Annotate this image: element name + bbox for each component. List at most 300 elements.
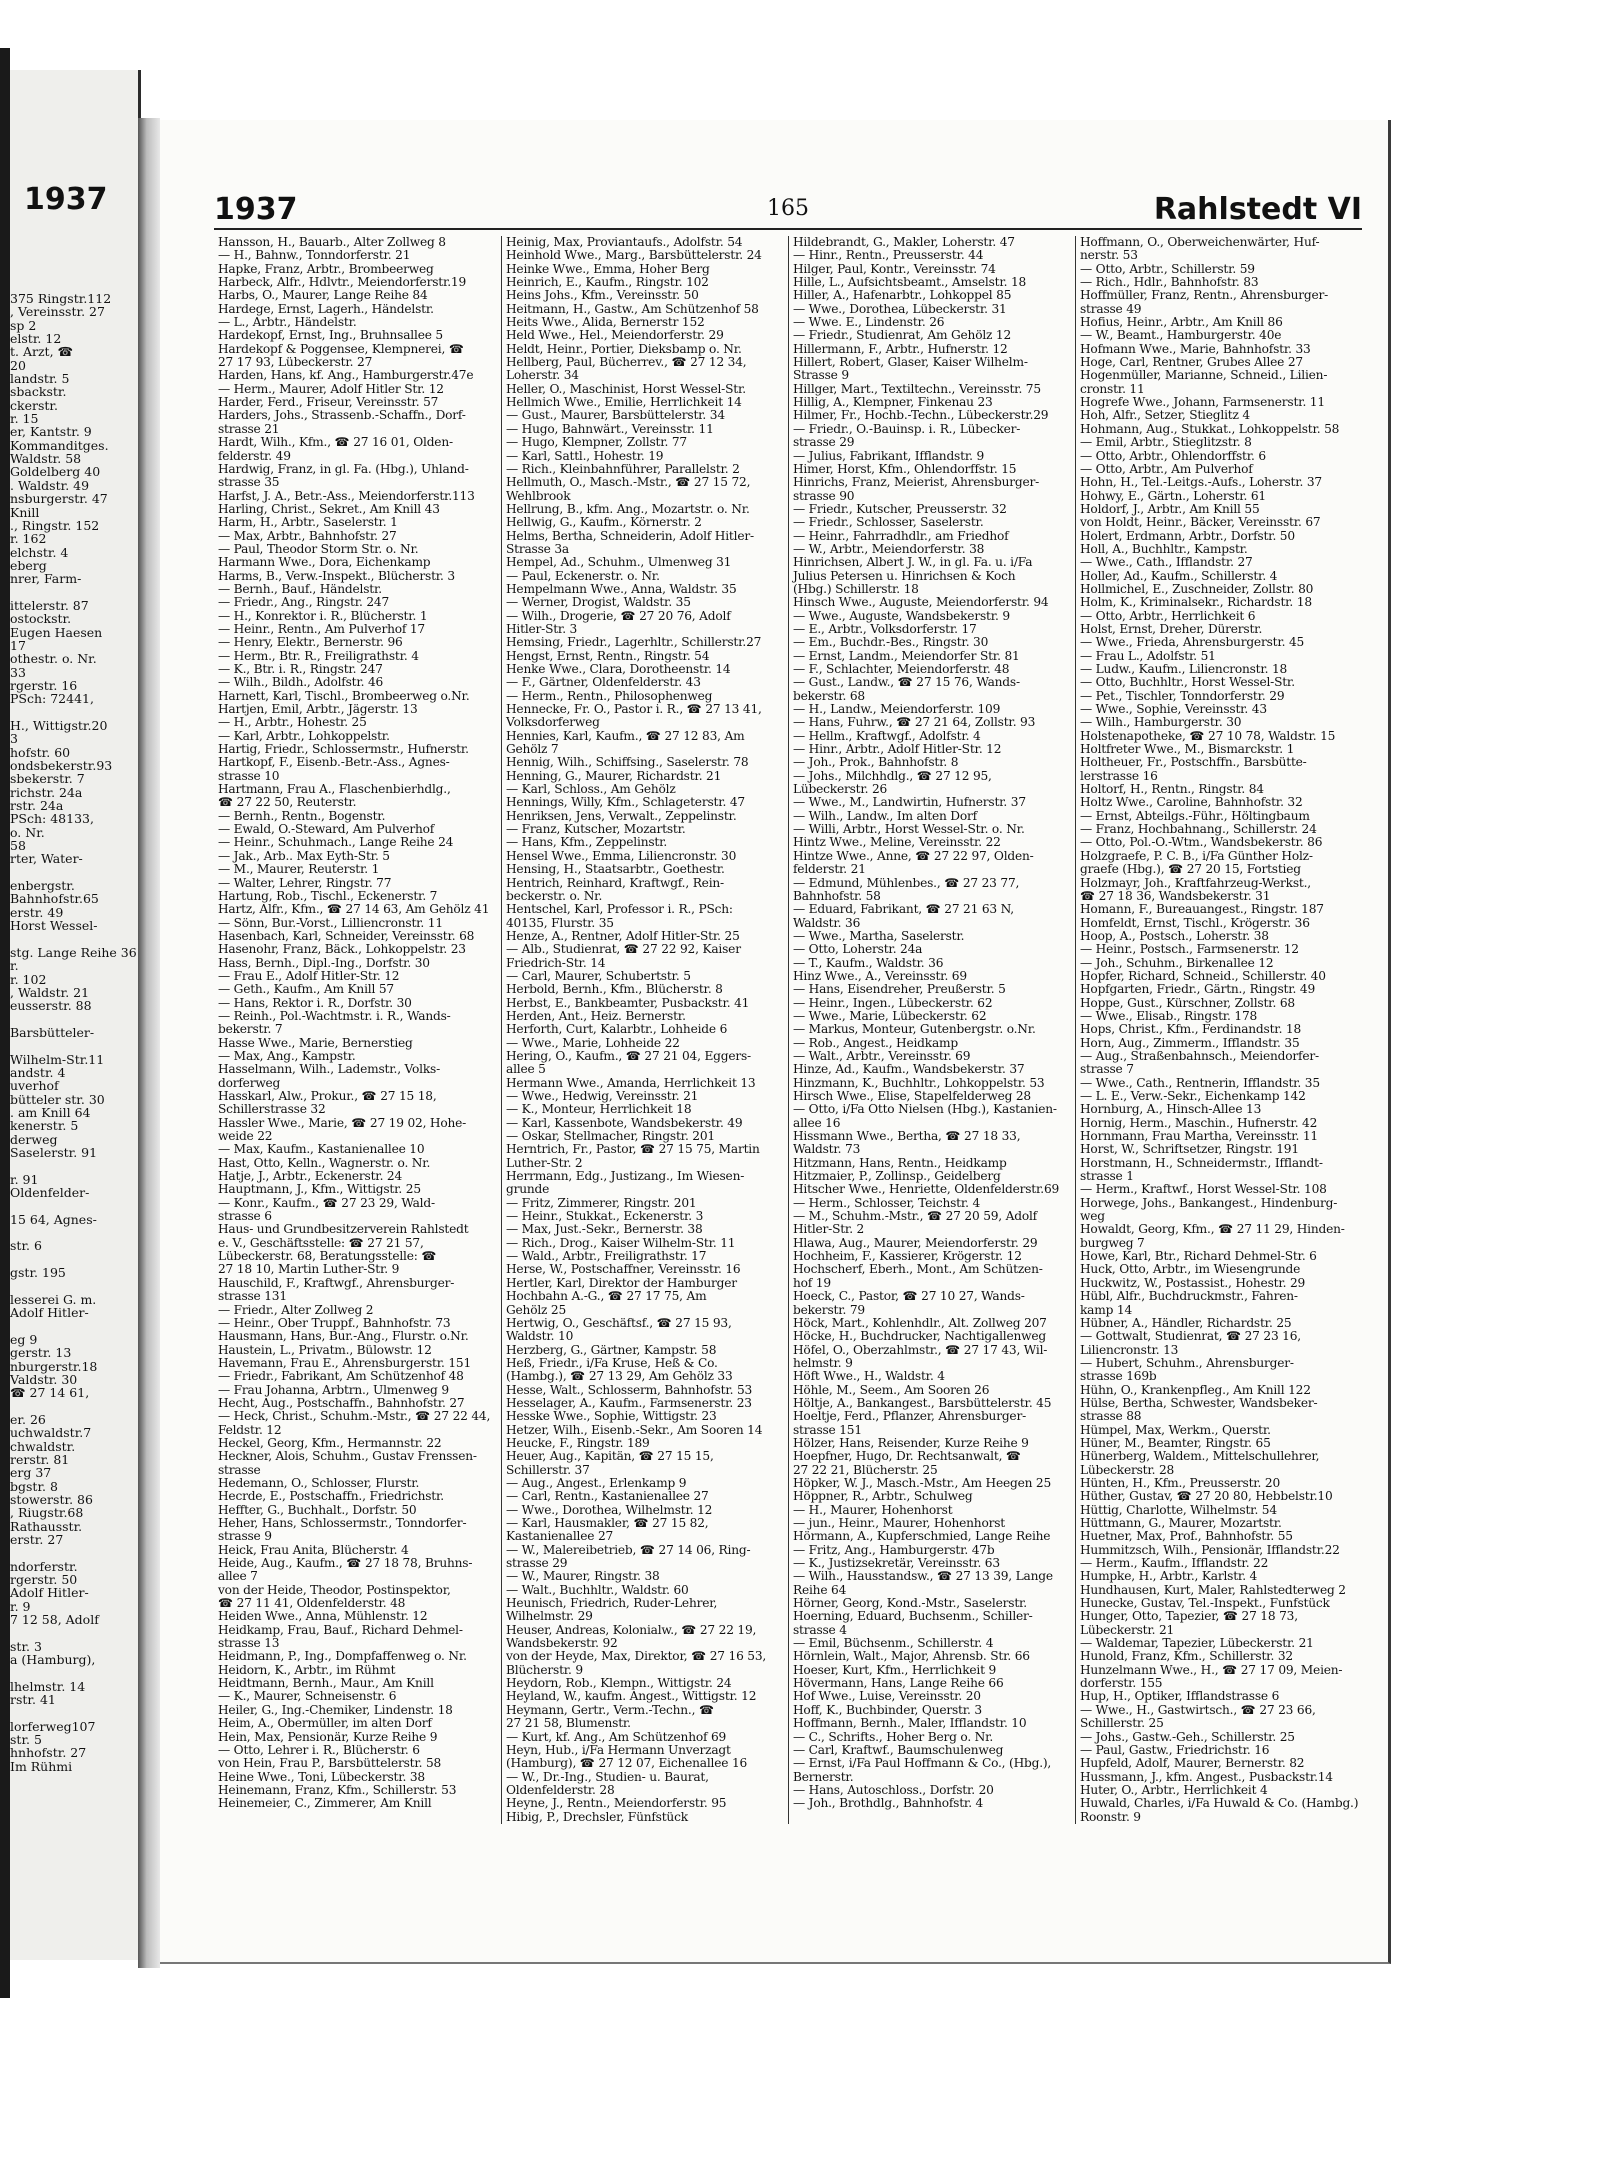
directory-entry-line: — Em., Buchdr.-Bes., Ringstr. 30: [793, 635, 989, 650]
directory-entry-line: Hillig, A., Klempner, Finkenau 23: [793, 395, 993, 410]
page-header: [214, 192, 1362, 232]
facing-page-line: [10, 1400, 138, 1413]
directory-entry-line: Holzmayr, Joh., Kraftfahrzeug-Werkst.,: [1080, 875, 1311, 890]
facing-page-line: Oldenfelder-: [10, 1185, 90, 1201]
directory-entry-line: dorferstr. 155: [1080, 1676, 1163, 1691]
facing-page-line: PSch: 48133,: [10, 811, 94, 827]
directory-entry-line: Hempel, Ad., Schuhm., Ulmenweg 31: [506, 555, 732, 570]
directory-entry-line: Howaldt, Georg, Kfm., ☎ 27 11 29, Hinden-: [1080, 1222, 1345, 1237]
scanner-edge: [0, 48, 10, 1998]
facing-page-line: rgerstr. 50: [10, 1572, 78, 1587]
directory-entry-line: 27 22 21, Blücherstr. 25: [793, 1462, 938, 1477]
directory-entry-line: — Wwe., M., Landwirtin, Hufnerstr. 37: [793, 795, 1026, 810]
facing-page-line: nburgerstr.18: [10, 1358, 98, 1374]
page-year: 1937: [214, 192, 298, 227]
directory-entry-line: Hübl, Alfr., Buchdruckmstr., Fahren-: [1080, 1289, 1298, 1304]
facing-page-line: [10, 1546, 138, 1559]
directory-entry-line: — Aug., Angest., Erlenkamp 9: [506, 1475, 687, 1490]
directory-entry-line: — Paul, Theodor Storm Str. o. Nr.: [218, 541, 419, 556]
directory-entry-line: Hupfeld, Adolf, Maurer, Bernerstr. 82: [1080, 1756, 1305, 1771]
directory-entry-line: — Wwe., Cath., Ifflandstr. 27: [1080, 555, 1253, 570]
directory-entry-line: — Gottwalt, Studienrat, ☎ 27 23 16,: [1080, 1329, 1301, 1344]
directory-entry-line: — Gust., Landw., ☎ 27 15 76, Wands-: [793, 675, 1020, 690]
facing-page-line: r. 9: [10, 1598, 31, 1614]
directory-entry-line: Hellwig, G., Kaufm., Körnerstr. 2: [506, 515, 702, 530]
directory-entry-line: Hedemann, O., Schlosser, Flurstr.: [218, 1475, 420, 1490]
facing-page-line: Goldelberg 40: [10, 464, 101, 480]
directory-entry-line: Heins Johs., Kfm., Vereinsstr. 50: [506, 288, 699, 303]
directory-entry-line: — Walt., Buchhltr., Waldstr. 60: [506, 1582, 689, 1597]
directory-entry-line: Holst, Ernst, Dreher, Dürerstr.: [1080, 621, 1263, 636]
directory-entry-line: Hesse, Walt., Schlosserm, Bahnhofstr. 53: [506, 1382, 753, 1397]
directory-entry-line: — Henry, Elektr., Bernerstr. 96: [218, 635, 403, 650]
facing-page-line: . Waldstr. 49: [10, 477, 90, 493]
directory-entry-line: Volksdorferweg: [506, 715, 600, 730]
directory-entry-line: Hoerning, Eduard, Buchsenm., Schiller-: [793, 1609, 1033, 1624]
facing-page-line: 58: [10, 838, 26, 854]
directory-entry-line: 27 18 10, Martin Luther-Str. 9: [218, 1262, 400, 1277]
directory-entry-line: Hein, Max, Pensionär, Kurze Reihe 9: [218, 1729, 438, 1744]
directory-entry-line: — Karl, Kassenbote, Wandsbekerstr. 49: [506, 1115, 743, 1130]
directory-entry-line: — Wilh., Bildh., Adolfstr. 46: [218, 675, 384, 690]
facing-page-line: , Vereinsstr. 27: [10, 304, 105, 320]
directory-entry-line: — H., Arbtr., Hohestr. 25: [218, 715, 367, 730]
facing-page-line: Adolf Hitler-: [10, 1305, 89, 1321]
facing-page-line: er, Kantstr. 9: [10, 424, 92, 440]
facing-page-line: eg 9: [10, 1331, 38, 1347]
directory-entry-line: Heckner, Alois, Schuhm., Gustav Frenssen-: [218, 1449, 477, 1464]
directory-entry-line: strasse 1: [1080, 1169, 1134, 1184]
directory-entry-line: — Rich., Kleinbahnführer, Parallelstr. 2: [506, 461, 740, 476]
directory-entry-line: — Otto, i/Fa Otto Nielsen (Hbg.), Kastanien-: [793, 1102, 1057, 1117]
directory-entry-line: — Karl, Arbtr., Lohkoppelstr.: [218, 728, 390, 743]
directory-entry-line: burgweg 7: [1080, 1235, 1145, 1250]
directory-entry-line: Hibig, P., Drechsler, Fünfstück: [506, 1809, 688, 1824]
facing-page-line: [10, 1159, 138, 1172]
directory-entry-line: Hinze, Ad., Kaufm., Wandsbekerstr. 37: [793, 1062, 1025, 1077]
facing-page-line: o. Nr.: [10, 824, 45, 840]
column-1: [214, 236, 501, 1824]
directory-entry-line: Howe, Karl, Btr., Richard Dehmel-Str. 6: [1080, 1249, 1317, 1264]
directory-entry-line: strasse 13: [218, 1636, 280, 1651]
directory-entry-line: — Wwe., Frieda, Ahrensburgerstr. 45: [1080, 635, 1305, 650]
facing-page-line: Knill: [10, 504, 40, 520]
directory-entry-line: — K., Justizsekretär, Vereinsstr. 63: [793, 1556, 1000, 1571]
directory-entry-line: Roonstr. 9: [1080, 1809, 1141, 1824]
column-3: [788, 236, 1075, 1824]
directory-entry-line: Hartung, Rob., Tischl., Eckenerstr. 7: [218, 888, 438, 903]
directory-entry-line: — Max, Just.-Sekr., Bernerstr. 38: [506, 1222, 703, 1237]
page-running-title: Rahlstedt VI: [1153, 192, 1362, 227]
facing-page-line: Wilhelm-Str.11: [10, 1051, 105, 1067]
facing-page-line: [10, 1226, 138, 1239]
directory-entry-line: Hass, Bernh., Dipl.-Ing., Dorfstr. 30: [218, 955, 430, 970]
directory-entry-line: — Carl, Rentn., Kastanienallee 27: [506, 1489, 709, 1504]
directory-entry-line: ☎ 27 11 41, Oldenfelderstr. 48: [218, 1596, 406, 1611]
facing-page-line: hofstr. 60: [10, 744, 71, 760]
directory-entry-line: — Hugo, Klempner, Zollstr. 77: [506, 435, 687, 450]
facing-page-line: ittelerstr. 87: [10, 597, 89, 613]
directory-entry-line: — Bernh., Bauf., Händelstr.: [218, 581, 382, 596]
directory-entry-line: — Kurt, kf. Ang., Am Schützenhof 69: [506, 1729, 727, 1744]
directory-entry-line: — Frau L., Adolfstr. 51: [1080, 648, 1216, 663]
facing-page-line: stg. Lange Reihe 36: [10, 944, 137, 960]
directory-entry-line: — M., Schuhm.-Mstr., ☎ 27 20 59, Adolf: [793, 1209, 1037, 1224]
directory-entry-line: helmstr. 9: [793, 1355, 853, 1370]
directory-entry-line: 40135, Flurstr. 35: [506, 915, 614, 930]
directory-entry-line: — Aug., Straßenbahnsch., Meiendorfer-: [1080, 1048, 1319, 1063]
directory-entry-line: Hartig, Friedr., Schlossermstr., Hufnerstr.: [218, 742, 469, 757]
facing-page-line: . am Knill 64: [10, 1104, 91, 1120]
directory-entry-line: Hast, Otto, Kelln., Wagnerstr. o. Nr.: [218, 1155, 431, 1170]
directory-entry-line: von Holdt, Heinr., Bäcker, Vereinsstr. 67: [1080, 515, 1321, 530]
directory-entry-line: Homann, F., Bureauangest., Ringstr. 187: [1080, 902, 1324, 917]
directory-entry-line: — Alb., Studienrat, ☎ 27 22 92, Kaiser: [506, 942, 741, 957]
facing-page-line: r. 15: [10, 411, 39, 427]
directory-entry-line: Lübeckerstr. 21: [1080, 1622, 1175, 1637]
facing-page-line: 3: [10, 731, 18, 747]
facing-page-line: uverhof: [10, 1078, 59, 1094]
directory-entry-line: — Walt., Arbtr., Vereinsstr. 69: [793, 1048, 971, 1063]
directory-entry-line: — Friedr., Kutscher, Preusserstr. 32: [793, 501, 1007, 516]
directory-entry-line: Heymann, Gertr., Verm.-Techn., ☎: [506, 1702, 714, 1717]
directory-entry-line: Hartjen, Emil, Arbtr., Jägerstr. 13: [218, 702, 418, 717]
directory-entry-line: Hohmann, Aug., Stukkat., Lohkoppelstr. 58: [1080, 421, 1340, 436]
directory-entry-line: Hellmich Wwe., Emilie, Herrlichkeit 14: [506, 395, 742, 410]
directory-entry-line: Hertwig, O., Geschäftsf., ☎ 27 15 93,: [506, 1315, 732, 1330]
directory-entry-line: Heits Wwe., Alida, Bernerstr 152: [506, 315, 705, 330]
directory-entry-line: — Hinr., Rentn., Preusserstr. 44: [793, 248, 984, 263]
directory-entry-line: Heinig, Max, Proviantaufs., Adolfstr. 54: [506, 236, 743, 249]
directory-entry-line: — Johs., Milchhdlg., ☎ 27 12 95,: [793, 768, 992, 783]
directory-entry-line: strasse 169b: [1080, 1369, 1157, 1384]
directory-entry-line: strasse 29: [793, 435, 855, 450]
directory-entry-line: Hellrung, B., kfm. Ang., Mozartstr. o. Nr.: [506, 501, 750, 516]
directory-entry-line: allee 5: [506, 1062, 546, 1077]
facing-page-line: 15 64, Agnes-: [10, 1211, 97, 1227]
directory-entry-line: — Otto, Arbtr., Herrlichkeit 6: [1080, 608, 1256, 623]
directory-entry-line: — Rob., Angest., Heidkamp: [793, 1035, 958, 1050]
directory-entry-line: strasse 88: [1080, 1409, 1142, 1424]
facing-page-line: ckerstr.: [10, 397, 58, 413]
facing-page-text: [10, 292, 138, 1773]
directory-entry-line: Heucke, F., Ringstr. 189: [506, 1435, 650, 1450]
column-4: [1075, 236, 1362, 1824]
directory-entry-line: Hofmann Wwe., Marie, Bahnhofstr. 33: [1080, 341, 1311, 356]
directory-entry-line: Luther-Str. 2: [506, 1155, 583, 1170]
directory-entry-line: Hornmann, Frau Martha, Vereinsstr. 11: [1080, 1129, 1318, 1144]
directory-entry-line: Liliencronstr. 13: [1080, 1342, 1179, 1357]
directory-entry-line: Hensel Wwe., Emma, Liliencronstr. 30: [506, 848, 737, 863]
directory-entry-line: Heitmann, H., Gastw., Am Schützenhof 58: [506, 301, 759, 316]
directory-entry-line: Henze, A., Rentner, Adolf Hitler-Str. 25: [506, 928, 740, 943]
facing-page-line: t. Arzt, ☎: [10, 344, 74, 360]
directory-entry-line: Höft Wwe., H., Waldstr. 4: [793, 1369, 945, 1384]
directory-entry-line: — Johs., Gastw.-Geh., Schillerstr. 25: [1080, 1729, 1295, 1744]
directory-entry-line: Hansson, H., Bauarb., Alter Zollweg 8: [218, 236, 446, 249]
directory-entry-line: — Heinr., Ingen., Lübeckerstr. 62: [793, 995, 993, 1010]
directory-entry-line: Gehölz 7: [506, 742, 559, 757]
directory-entry-line: Blücherstr. 9: [506, 1662, 583, 1677]
directory-entry-line: strasse 6: [218, 1209, 272, 1224]
directory-entry-line: — Markus, Monteur, Gutenbergstr. o.Nr.: [793, 1022, 1036, 1037]
directory-entry-line: Hundhausen, Kurt, Maler, Rahlstedterweg 2: [1080, 1582, 1346, 1597]
directory-entry-line: — Eduard, Fabrikant, ☎ 27 21 63 N,: [793, 902, 1014, 917]
directory-entry-line: — Willi, Arbtr., Horst Wessel-Str. o. Nr.: [793, 822, 1025, 837]
directory-entry-line: Hinrichsen, Albert J. W., in gl. Fa. u. i/Fa: [793, 555, 1033, 570]
directory-entry-line: Hertler, Karl, Direktor der Hamburger: [506, 1275, 737, 1290]
directory-entry-line: — Franz, Hochbahnang., Schillerstr. 24: [1080, 822, 1317, 837]
facing-page-line: , Waldstr. 21: [10, 984, 90, 1000]
directory-entry-line: — Rich., Drog., Kaiser Wilhelm-Str. 11: [506, 1235, 736, 1250]
directory-entry-line: Holtfreter Wwe., M., Bismarckstr. 1: [1080, 742, 1295, 757]
directory-entry-line: Höck, Mart., Kohlenhdlr., Alt. Zollweg 207: [793, 1315, 1047, 1330]
directory-entry-line: — Wwe., Cath., Rentnerin, Ifflandstr. 35: [1080, 1075, 1320, 1090]
directory-entry-line: Holstenapotheke, ☎ 27 10 78, Waldstr. 15: [1080, 728, 1336, 743]
directory-entry-line: — W., Malereibetrieb, ☎ 27 14 06, Ring-: [506, 1542, 751, 1557]
directory-entry-line: — Wwe., Dorothea, Lübeckerstr. 31: [793, 301, 1007, 316]
directory-entry-line: Harmann Wwe., Dora, Eichenkamp: [218, 555, 431, 570]
directory-entry-line: Herzberg, G., Gärtner, Kampstr. 58: [506, 1342, 717, 1357]
directory-entry-line: Heinrich, E., Kaufm., Ringstr. 102: [506, 275, 709, 290]
directory-entry-line: — Jak., Arb.. Max Eyth-Str. 5: [218, 848, 390, 863]
directory-entry-line: Herden, Ant., Heiz. Bernerstr.: [506, 1008, 686, 1023]
directory-entry-line: Hüner, M., Beamter, Ringstr. 65: [1080, 1435, 1271, 1450]
facing-page-line: eberg: [10, 557, 47, 573]
facing-page-line: Kommanditges.: [10, 437, 109, 453]
directory-entry-line: — Otto, Buchhltr., Horst Wessel-Str.: [1080, 675, 1295, 690]
directory-entry-line: — Walter, Lehrer, Ringstr. 77: [218, 875, 392, 890]
facing-page-line: kenerstr. 5: [10, 1118, 79, 1134]
facing-page-line: 33: [10, 664, 26, 680]
directory-entry-line: — Hans, Rektor i. R., Dorfstr. 30: [218, 995, 412, 1010]
directory-entry-line: Heiden Wwe., Anna, Mühlenstr. 12: [218, 1609, 428, 1624]
directory-entry-line: Harder, Ferd., Friseur, Vereinsstr. 57: [218, 395, 439, 410]
directory-entry-line: Hoeltje, Ferd., Pflanzer, Ahrensburger-: [793, 1409, 1026, 1424]
facing-page-line: elstr. 12: [10, 331, 62, 347]
directory-entry-line: — Fritz, Zimmerer, Ringstr. 201: [506, 1195, 697, 1210]
directory-entry-line: Hitscher Wwe., Henriette, Oldenfelderstr.69: [793, 1182, 1060, 1197]
directory-entry-line: Harden, Hans, kf. Ang., Hamburgerstr.47e: [218, 368, 474, 383]
directory-entry-line: — Wilh., Landw., Im alten Dorf: [793, 808, 977, 823]
facing-page-line: 375 Ringstr.112: [10, 291, 112, 306]
directory-entry-line: e. V., Geschäftsstelle: ☎ 27 21 57,: [218, 1235, 424, 1250]
directory-entry-line: — Ernst, Abteilgs.-Führ., Höltingbaum: [1080, 808, 1310, 823]
directory-entry-line: — Gust., Maurer, Barsbüttelerstr. 34: [506, 408, 725, 423]
page-number: 165: [767, 196, 809, 221]
directory-entry-line: Höcke, H., Buchdrucker, Nachtigallenweg: [793, 1329, 1046, 1344]
directory-entry-line: Hup, H., Optiker, Ifflandstrasse 6: [1080, 1689, 1280, 1704]
facing-page-line: r.: [10, 958, 19, 974]
directory-entry-line: Hempelmann Wwe., Anna, Waldstr. 35: [506, 581, 737, 596]
directory-entry-line: Bahnhofstr. 58: [793, 888, 881, 903]
directory-entry-line: — Hans, Eisendreher, Preußerstr. 5: [793, 982, 1006, 997]
directory-entry-line: Hardege, Ernst, Lagerh., Händelstr.: [218, 301, 434, 316]
facing-page-line: Waldstr. 58: [10, 451, 82, 467]
directory-entry-line: Henning, G., Maurer, Richardstr. 21: [506, 768, 722, 783]
facing-page-line: erstr. 27: [10, 1531, 64, 1547]
directory-entry-line: Hinz Wwe., A., Vereinsstr. 69: [793, 968, 967, 983]
facing-page-line: uchwaldstr.7: [10, 1425, 92, 1441]
directory-entry-line: Hühn, O., Krankenpfleg., Am Knill 122: [1080, 1382, 1311, 1397]
facing-page-line: H., Wittigstr.20: [10, 718, 108, 733]
directory-columns: [214, 236, 1362, 1824]
facing-page-line: lesserei G. m.: [10, 1291, 97, 1307]
directory-entry-line: Waldstr. 10: [506, 1329, 574, 1344]
directory-entry-line: Holdorf, J., Arbtr., Am Knill 55: [1080, 501, 1260, 516]
directory-entry-line: Hardt, Wilh., Kfm., ☎ 27 16 01, Olden-: [218, 435, 453, 450]
directory-entry-line: — Wwe., Marie, Lübeckerstr. 62: [793, 1008, 987, 1023]
directory-entry-line: Hopfer, Richard, Schneid., Schillerstr. 40: [1080, 968, 1326, 983]
directory-entry-line: — Carl, Kraftwf., Baumschulenweg: [793, 1742, 1004, 1757]
directory-entry-line: — Heinr., Rentn., Am Pulverhof 17: [218, 621, 425, 636]
directory-entry-line: — K., Btr. i. R., Ringstr. 247: [218, 662, 383, 676]
facing-page-line: 7 12 58, Adolf: [10, 1612, 99, 1628]
directory-entry-line: Holm, K., Kriminalsekr., Richardstr. 18: [1080, 595, 1312, 610]
directory-entry-line: Hilger, Paul, Kontr., Vereinsstr. 74: [793, 261, 996, 276]
directory-entry-line: Gehölz 25: [506, 1302, 567, 1317]
directory-entry-line: Heick, Frau Anita, Blücherstr. 4: [218, 1542, 409, 1557]
facing-page-line: [10, 586, 138, 599]
directory-entry-line: Horn, Aug., Zimmerm., Ifflandstr. 35: [1080, 1035, 1300, 1050]
directory-entry-line: Heckel, Georg, Kfm., Hermannstr. 22: [218, 1435, 442, 1450]
directory-entry-line: Kastanienallee 27: [506, 1529, 614, 1544]
directory-entry-line: Huck, Otto, Arbtr., im Wiesengrunde: [1080, 1262, 1301, 1277]
directory-entry-line: weg: [1080, 1209, 1105, 1224]
directory-entry-line: — Hugo, Bahnwärt., Vereinsstr. 11: [506, 421, 714, 436]
directory-entry-line: (Hamburg), ☎ 27 12 07, Eichenallee 16: [506, 1756, 748, 1771]
directory-entry-line: — W., Arbtr., Meiendorferstr. 38: [793, 541, 985, 556]
directory-entry-line: Havemann, Frau E., Ahrensburgerstr. 151: [218, 1355, 472, 1370]
directory-entry-line: — Heinr., Fahrradhdlr., am Friedhof: [793, 528, 1009, 543]
directory-entry-line: strasse 49: [1080, 301, 1142, 316]
directory-entry-line: Hoppe, Gust., Kürschner, Zollstr. 68: [1080, 995, 1295, 1010]
directory-entry-line: Horwege, Johs., Bankangest., Hindenburg-: [1080, 1195, 1338, 1210]
directory-entry-line: Heydorn, Rob., Klempn., Wittigstr. 24: [506, 1676, 732, 1691]
directory-entry-line: hof 19: [793, 1275, 831, 1290]
directory-entry-line: Hellberg, Paul, Bücherrev., ☎ 27 12 34,: [506, 355, 747, 370]
directory-entry-line: Hollmichel, E., Zuschneider, Zollstr. 80: [1080, 581, 1314, 596]
directory-entry-line: beckerstr. o. Nr.: [506, 888, 603, 903]
directory-entry-line: — Heck, Christ., Schuhm.-Mstr., ☎ 27 22 44,: [218, 1409, 491, 1424]
facing-page-line: bgstr. 8: [10, 1478, 58, 1494]
facing-page-line: a (Hamburg),: [10, 1652, 96, 1668]
facing-page-line: [10, 866, 138, 879]
directory-entry-line: — Pet., Tischler, Tonndorferstr. 29: [1080, 688, 1285, 703]
directory-entry-line: allee 7: [218, 1569, 258, 1584]
facing-page-line: nsburgerstr. 47: [10, 491, 108, 507]
directory-entry-line: — Friedr., O.-Bauinsp. i. R., Lübecker-: [793, 421, 1021, 436]
directory-entry-line: Heim, A., Obermüller, im alten Dorf: [218, 1716, 432, 1731]
facing-page-line: Horst Wessel-: [10, 918, 98, 934]
directory-entry-line: — Otto, Pol.-O.-Wtm., Wandsbekerstr. 86: [1080, 835, 1323, 850]
directory-entry-line: — Wwe., Elisab., Ringstr. 178: [1080, 1008, 1258, 1023]
directory-entry-line: Hoepfner, Hugo, Dr. Rechtsanwalt, ☎: [793, 1449, 1021, 1464]
directory-entry-line: Horst, W., Schriftsetzer, Ringstr. 191: [1080, 1142, 1299, 1157]
directory-entry-line: — Herm., Btr. R., Freiligrathstr. 4: [218, 648, 419, 663]
facing-page-line: r. 91: [10, 1171, 39, 1187]
directory-entry-line: — C., Schrifts., Hoher Berg o. Nr.: [793, 1729, 994, 1744]
directory-entry-line: — Otto, Arbtr., Am Pulverhof: [1080, 461, 1253, 476]
directory-entry-line: — Max, Kaufm., Kastanienallee 10: [218, 1142, 425, 1157]
directory-entry-line: Lübeckerstr. 28: [1080, 1462, 1175, 1477]
directory-entry-line: lerstrasse 16: [1080, 768, 1158, 783]
directory-entry-line: Hinzmann, K., Buchhltr., Lohkoppelstr. 53: [793, 1075, 1045, 1090]
facing-page-line: gerstr. 13: [10, 1345, 72, 1361]
directory-entry-line: Höhle, M., Seem., Am Sooren 26: [793, 1382, 990, 1397]
directory-entry-line: Heiler, G., Ing.-Chemiker, Lindenstr. 18: [218, 1702, 453, 1717]
directory-entry-line: Lübeckerstr. 68, Beratungsstelle: ☎: [218, 1249, 437, 1264]
facing-page-line: Adolf Hitler-: [10, 1585, 89, 1601]
directory-entry-line: Heß, Friedr., i/Fa Kruse, Heß & Co.: [506, 1355, 718, 1370]
directory-entry-line: — Julius, Fabrikant, Ifflandstr. 9: [793, 448, 985, 463]
facing-page-line: [10, 1666, 138, 1679]
directory-entry-line: Hunecke, Gustav, Tel.-Inspekt., Funfstück: [1080, 1596, 1330, 1611]
directory-entry-line: Schillerstrasse 32: [218, 1102, 326, 1117]
directory-entry-line: — Frau Johanna, Arbtrn., Ulmenweg 9: [218, 1382, 449, 1397]
directory-entry-line: Hoop, A., Postsch., Loherstr. 38: [1080, 928, 1269, 943]
directory-entry-line: Hünerberg, Waldem., Mittelschullehrer,: [1080, 1449, 1320, 1464]
facing-page-line: chwaldstr.: [10, 1438, 76, 1454]
directory-entry-line: Hochbahn A.-G., ☎ 27 17 75, Am: [506, 1289, 707, 1304]
directory-entry-line: Lübeckerstr. 26: [793, 782, 888, 797]
directory-entry-line: Hasenohr, Franz, Bäck., Lohkoppelstr. 23: [218, 942, 466, 957]
directory-entry-line: Hoffmüller, Franz, Rentn., Ahrensburger-: [1080, 288, 1329, 303]
directory-entry-line: Hasselmann, Wilh., Lademstr., Volks-: [218, 1062, 441, 1077]
directory-entry-line: felderstr. 21: [793, 862, 866, 877]
directory-entry-line: (Hambg.), ☎ 27 13 29, Am Gehölz 33: [506, 1369, 733, 1384]
directory-entry-line: nerstr. 53: [1080, 248, 1138, 263]
facing-page-line: [10, 1253, 138, 1266]
directory-entry-line: Hildebrandt, G., Makler, Loherstr. 47: [793, 236, 1015, 249]
directory-entry-line: — Paul, Gastw., Friedrichstr. 16: [1080, 1742, 1270, 1757]
directory-entry-line: Hoeck, C., Pastor, ☎ 27 10 27, Wands-: [793, 1289, 1025, 1304]
directory-entry-line: — K., Monteur, Herrlichkeit 18: [506, 1102, 692, 1117]
directory-entry-line: Haustein, L., Privatm., Bülowstr. 12: [218, 1342, 432, 1357]
facing-page-line: derweg: [10, 1131, 58, 1147]
directory-entry-line: von der Heyde, Max, Direktor, ☎ 27 16 53,: [506, 1649, 767, 1664]
facing-page-line: sp 2: [10, 317, 37, 333]
directory-entry-line: Hunger, Otto, Tapezier, ☎ 27 18 73,: [1080, 1609, 1298, 1624]
directory-entry-line: Humpke, H., Arbtr., Karlstr. 4: [1080, 1569, 1258, 1584]
directory-entry-line: Hennies, Karl, Kaufm., ☎ 27 12 83, Am: [506, 728, 745, 743]
directory-entry-line: Heuer, Aug., Kapitän, ☎ 27 15 15,: [506, 1449, 714, 1464]
directory-entry-line: (Hbg.) Schillerstr. 18: [793, 581, 919, 596]
directory-entry-line: — H., Konrektor i. R., Blücherstr. 1: [218, 608, 428, 623]
directory-entry-line: — Heinr., Ober Truppf., Bahnhofstr. 73: [218, 1315, 451, 1330]
directory-entry-line: Hops, Christ., Kfm., Ferdinandstr. 18: [1080, 1022, 1302, 1037]
directory-entry-line: — Hans, Kfm., Zeppelinstr.: [506, 835, 668, 850]
directory-entry-line: Hohn, H., Tel.-Leitgs.-Aufs., Loherstr. 37: [1080, 475, 1322, 490]
directory-entry-line: Hatje, J., Arbtr., Eckenerstr. 24: [218, 1169, 403, 1184]
directory-entry-line: — Joh., Prok., Bahnhofstr. 8: [793, 755, 959, 770]
directory-entry-line: Hövermann, Hans, Lange Reihe 66: [793, 1676, 1004, 1691]
directory-entry-line: Hillger, Mart., Textiltechn., Vereinsstr. 75: [793, 381, 1041, 396]
directory-entry-line: — Edmund, Mühlenbes., ☎ 27 23 77,: [793, 875, 1020, 890]
directory-entry-line: — Emil, Büchsenm., Schillerstr. 4: [793, 1636, 994, 1651]
directory-entry-line: Heine Wwe., Toni, Lübeckerstr. 38: [218, 1769, 425, 1784]
directory-entry-line: — Geth., Kaufm., Am Knill 57: [218, 982, 394, 997]
directory-entry-line: Strasse 9: [793, 368, 849, 383]
directory-entry-line: strasse 10: [218, 768, 280, 783]
facing-page-line: sbackstr.: [10, 384, 67, 400]
directory-entry-line: Hölzer, Hans, Reisender, Kurze Reihe 9: [793, 1435, 1029, 1450]
directory-entry-line: — Heinr., Stukkat., Eckenerstr. 3: [506, 1209, 704, 1224]
directory-entry-line: — F., Gärtner, Oldenfelderstr. 43: [506, 675, 701, 690]
directory-entry-line: Hopfgarten, Friedr., Gärtn., Ringstr. 49: [1080, 982, 1315, 997]
directory-entry-line: — Wwe. E., Lindenstr. 26: [793, 315, 945, 330]
directory-entry-line: — Otto, Loherstr. 24a: [793, 942, 923, 957]
